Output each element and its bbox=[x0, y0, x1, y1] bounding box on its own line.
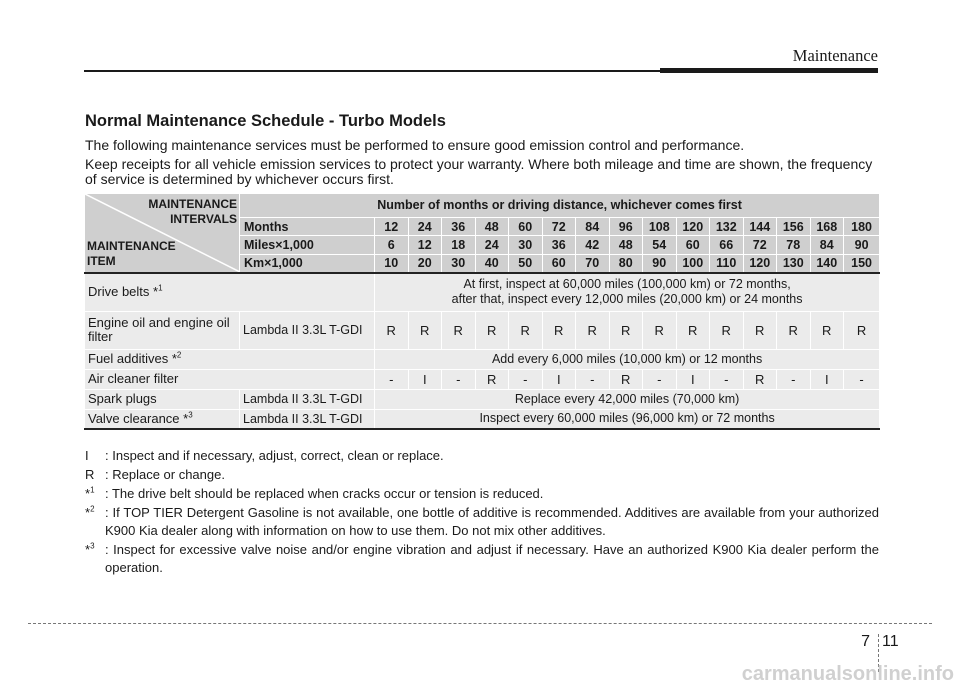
legend-notes bbox=[85, 447, 879, 577]
engine-type: Lambda II 3.3L T-GDI bbox=[240, 409, 375, 429]
item-label-drive-belts: Drive belts *$^1$ bbox=[85, 273, 375, 311]
miles-cell: 54 bbox=[643, 236, 677, 255]
km-cell: 50 bbox=[509, 254, 543, 273]
schedule-cell: - bbox=[375, 369, 409, 389]
item-label-fuel-additives: Fuel additives *$^2$ bbox=[85, 349, 375, 369]
schedule-cell: R bbox=[743, 311, 777, 349]
table-row-fuel-additives bbox=[85, 349, 880, 369]
note-key: * bbox=[85, 486, 91, 501]
month-cell: 108 bbox=[643, 217, 677, 236]
km-cell: 120 bbox=[743, 254, 777, 273]
schedule-cell: - bbox=[576, 369, 610, 389]
item-label-engine-oil: Engine oil and engine oil filter bbox=[85, 311, 240, 349]
schedule-cell: R bbox=[442, 311, 476, 349]
km-label: Km×1,000 bbox=[240, 254, 375, 273]
month-cell: 96 bbox=[609, 217, 643, 236]
footnote-number: 3 bbox=[90, 541, 95, 551]
km-cell: 100 bbox=[676, 254, 710, 273]
note-text: : Inspect for excessive valve noise and/or engine vibration and adjust if necessary. Have an authorized K900 Kia dealer perform the operation. bbox=[105, 542, 879, 575]
schedule-cell: R bbox=[475, 311, 509, 349]
month-cell: 12 bbox=[375, 217, 409, 236]
miles-cell: 18 bbox=[442, 236, 476, 255]
schedule-cell: R bbox=[542, 311, 576, 349]
schedule-cell: R bbox=[609, 311, 643, 349]
schedule-cell: R bbox=[710, 311, 744, 349]
schedule-cell: I bbox=[408, 369, 442, 389]
schedule-cell: R bbox=[643, 311, 677, 349]
km-cell: 10 bbox=[375, 254, 409, 273]
schedule-cell: I bbox=[810, 369, 844, 389]
schedule-cell: R bbox=[743, 369, 777, 389]
schedule-cell: - bbox=[844, 369, 880, 389]
month-cell: 168 bbox=[810, 217, 844, 236]
schedule-cell: I bbox=[676, 369, 710, 389]
table-row-valve-clearance bbox=[85, 409, 880, 429]
miles-cell: 60 bbox=[676, 236, 710, 255]
note-text: : The drive belt should be replaced when cracks occur or tension is reduced. bbox=[105, 486, 544, 501]
table-corner-header bbox=[85, 194, 240, 274]
footnote-marker: 2 bbox=[176, 350, 182, 360]
note-text: : Replace or change. bbox=[105, 467, 225, 482]
miles-cell: 90 bbox=[844, 236, 880, 255]
table-row-engine-oil bbox=[85, 311, 880, 349]
corner-label-item-1: MAINTENANCE bbox=[87, 239, 176, 253]
header-rule-thick bbox=[660, 68, 878, 73]
schedule-cell: - bbox=[509, 369, 543, 389]
note-key: R bbox=[85, 467, 95, 482]
corner-label-intervals-1: MAINTENANCE bbox=[148, 197, 237, 211]
footnote-marker: 1 bbox=[158, 283, 163, 293]
note-text: : Inspect and if necessary, adjust, correct, clean or replace. bbox=[105, 448, 444, 463]
footnote-1 bbox=[85, 485, 879, 503]
month-cell: 24 bbox=[408, 217, 442, 236]
miles-cell: 48 bbox=[609, 236, 643, 255]
km-cell: 40 bbox=[475, 254, 509, 273]
footnote-number: 1 bbox=[90, 485, 95, 495]
corner-label-intervals-2: INTERVALS bbox=[170, 212, 237, 226]
item-label-spark-plugs: Spark plugs bbox=[85, 389, 240, 409]
schedule-cell: R bbox=[375, 311, 409, 349]
schedule-cell: - bbox=[442, 369, 476, 389]
km-cell: 80 bbox=[609, 254, 643, 273]
schedule-cell: R bbox=[509, 311, 543, 349]
miles-cell: 42 bbox=[576, 236, 610, 255]
valve-clearance-schedule: Inspect every 60,000 miles (96,000 km) or 72 months bbox=[375, 409, 880, 429]
engine-type: Lambda II 3.3L T-GDI bbox=[240, 389, 375, 409]
month-cell: 36 bbox=[442, 217, 476, 236]
km-cell: 110 bbox=[710, 254, 744, 273]
schedule-cell: R bbox=[777, 311, 811, 349]
table-row-drive-belts bbox=[85, 273, 880, 311]
interval-header: Number of months or driving distance, whichever comes first bbox=[240, 194, 880, 218]
drive-belts-text-1: At first, inspect at 60,000 miles (100,000 km) or 72 months, bbox=[463, 277, 791, 292]
note-replace bbox=[85, 466, 879, 484]
schedule-cell: - bbox=[710, 369, 744, 389]
schedule-cell: R bbox=[408, 311, 442, 349]
footer-dashed-rule bbox=[28, 623, 932, 624]
footnote-2 bbox=[85, 504, 879, 540]
miles-cell: 84 bbox=[810, 236, 844, 255]
header-rule bbox=[84, 70, 660, 72]
note-text: : If TOP TIER Detergent Gasoline is not available, one bottle of additive is recommended. Additives are available from your authorized K900 Kia dealer along with information on how to use them. Do not mix other additives. bbox=[105, 505, 879, 538]
miles-cell: 12 bbox=[408, 236, 442, 255]
footnote-3 bbox=[85, 541, 879, 577]
miles-cell: 24 bbox=[475, 236, 509, 255]
miles-cell: 6 bbox=[375, 236, 409, 255]
schedule-cell: - bbox=[643, 369, 677, 389]
months-label: Months bbox=[240, 217, 375, 236]
note-key: * bbox=[85, 542, 91, 557]
schedule-cell: R bbox=[609, 369, 643, 389]
schedule-cell: R bbox=[475, 369, 509, 389]
month-cell: 48 bbox=[475, 217, 509, 236]
item-label-air-cleaner: Air cleaner filter bbox=[85, 369, 375, 389]
maintenance-schedule-table bbox=[84, 193, 880, 430]
schedule-cell: R bbox=[576, 311, 610, 349]
schedule-cell: I bbox=[542, 369, 576, 389]
spark-plugs-schedule: Replace every 42,000 miles (70,000 km) bbox=[375, 389, 880, 409]
month-cell: 72 bbox=[542, 217, 576, 236]
note-key: I bbox=[85, 448, 89, 463]
item-label-valve-clearance: Valve clearance *$^3$ bbox=[85, 409, 240, 429]
km-cell: 30 bbox=[442, 254, 476, 273]
table-row-spark-plugs bbox=[85, 389, 880, 409]
miles-cell: 66 bbox=[710, 236, 744, 255]
miles-cell: 72 bbox=[743, 236, 777, 255]
miles-cell: 30 bbox=[509, 236, 543, 255]
km-cell: 130 bbox=[777, 254, 811, 273]
schedule-cell: - bbox=[777, 369, 811, 389]
intro-paragraph-2: Keep receipts for all vehicle emission services to protect your warranty. Where both mileage and time are shown, the frequency of service is determined by whichever occurs first. bbox=[85, 156, 873, 187]
km-cell: 90 bbox=[643, 254, 677, 273]
section-title: Maintenance bbox=[792, 46, 878, 65]
month-cell: 84 bbox=[576, 217, 610, 236]
km-cell: 60 bbox=[542, 254, 576, 273]
month-cell: 180 bbox=[844, 217, 880, 236]
drive-belts-text-2: after that, inspect every 12,000 miles (20,000 km) or 24 months bbox=[451, 292, 803, 307]
note-inspect bbox=[85, 447, 879, 465]
km-cell: 150 bbox=[844, 254, 880, 273]
miles-cell: 78 bbox=[777, 236, 811, 255]
schedule-cell: R bbox=[676, 311, 710, 349]
corner-label-item-2: ITEM bbox=[87, 254, 116, 268]
km-cell: 20 bbox=[408, 254, 442, 273]
watermark: carmanualsonline.info bbox=[741, 663, 954, 685]
km-cell: 70 bbox=[576, 254, 610, 273]
page-number: 11 bbox=[882, 633, 899, 650]
drive-belts-schedule bbox=[375, 273, 880, 311]
miles-label: Miles×1,000 bbox=[240, 236, 375, 255]
miles-cell: 36 bbox=[542, 236, 576, 255]
month-cell: 132 bbox=[710, 217, 744, 236]
footnote-number: 2 bbox=[90, 504, 95, 514]
month-cell: 156 bbox=[777, 217, 811, 236]
schedule-cell: R bbox=[810, 311, 844, 349]
footnote-marker: 3 bbox=[188, 410, 193, 420]
km-cell: 140 bbox=[810, 254, 844, 273]
chapter-number: 7 bbox=[861, 633, 870, 650]
month-cell: 144 bbox=[743, 217, 777, 236]
table-row-air-cleaner bbox=[85, 369, 880, 389]
intro-paragraph-1: The following maintenance services must be performed to ensure good emission control and performance. bbox=[85, 137, 745, 153]
engine-type: Lambda II 3.3L T-GDI bbox=[240, 311, 375, 349]
note-key: * bbox=[85, 505, 91, 520]
fuel-additives-schedule: Add every 6,000 miles (10,000 km) or 12 months bbox=[375, 349, 880, 369]
month-cell: 120 bbox=[676, 217, 710, 236]
month-cell: 60 bbox=[509, 217, 543, 236]
schedule-heading: Normal Maintenance Schedule - Turbo Models bbox=[85, 112, 446, 130]
schedule-cell: R bbox=[844, 311, 880, 349]
